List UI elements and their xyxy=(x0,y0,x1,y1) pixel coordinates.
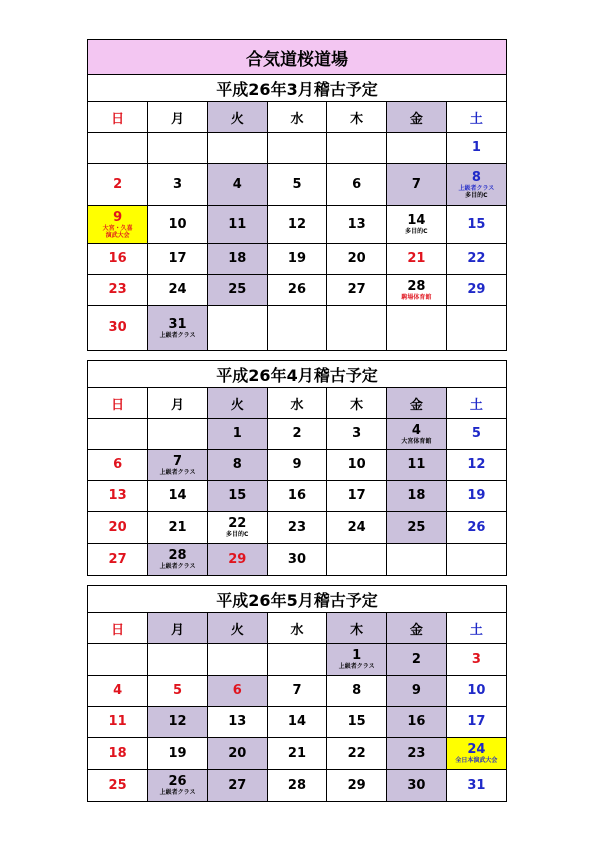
day-number: 18 xyxy=(228,251,247,266)
day-cell xyxy=(267,244,327,275)
weekday-header: 火 xyxy=(207,613,267,644)
day-number: 22 xyxy=(347,745,366,761)
day-cell xyxy=(267,206,327,244)
day-cell xyxy=(148,206,208,244)
day-cell xyxy=(148,707,208,738)
weekday-header: 金 xyxy=(387,102,447,133)
day-cell xyxy=(446,738,506,770)
weekday-header: 日 xyxy=(88,102,148,133)
day-cell xyxy=(88,707,148,738)
day-cell xyxy=(327,450,387,481)
event-note: 全日本演武大会 xyxy=(455,757,498,764)
day-cell xyxy=(267,450,327,481)
day-number: 11 xyxy=(108,714,127,729)
day-cell xyxy=(207,306,267,351)
day-number: 11 xyxy=(228,216,247,232)
month-spacer xyxy=(87,576,507,585)
event-note: 駒場体育館 xyxy=(401,293,432,301)
week-row xyxy=(88,306,506,351)
day-number: 16 xyxy=(407,714,426,729)
day-cell xyxy=(387,419,447,450)
day-number: 12 xyxy=(287,216,306,232)
day-number: 30 xyxy=(287,551,306,567)
day-number: 26 xyxy=(168,774,187,789)
day-number: 1 xyxy=(232,426,242,441)
day-cell xyxy=(387,481,447,512)
day-number: 17 xyxy=(347,488,366,503)
day-cell xyxy=(207,419,267,450)
week-row xyxy=(88,512,506,544)
day-cell xyxy=(446,512,506,544)
event-note: 大宮体育館 xyxy=(401,437,432,445)
day-cell xyxy=(327,164,387,206)
weekday-header: 土 xyxy=(446,102,506,133)
month-calendar xyxy=(87,585,507,802)
event-note: 上級者クラス xyxy=(159,331,196,339)
day-cell xyxy=(387,133,447,164)
day-cell xyxy=(88,450,148,481)
weekday-header-row xyxy=(88,613,506,644)
day-number: 25 xyxy=(108,777,127,793)
day-number: 12 xyxy=(467,457,486,472)
day-cell xyxy=(88,544,148,576)
day-number: 4 xyxy=(411,422,421,438)
day-number: 25 xyxy=(228,282,247,297)
weekday-header: 月 xyxy=(148,102,208,133)
day-cell xyxy=(148,644,208,676)
day-number: 10 xyxy=(168,216,187,232)
day-cell xyxy=(148,419,208,450)
day-cell xyxy=(446,164,506,206)
day-cell xyxy=(207,707,267,738)
day-cell xyxy=(446,450,506,481)
day-number: 16 xyxy=(108,251,127,266)
day-number: 27 xyxy=(108,551,127,567)
day-number: 29 xyxy=(467,282,486,297)
day-cell xyxy=(387,544,447,576)
weekday-header: 木 xyxy=(327,388,387,419)
day-number: 12 xyxy=(168,714,187,729)
weekday-header: 土 xyxy=(446,388,506,419)
day-cell xyxy=(88,644,148,676)
day-number: 20 xyxy=(108,519,127,535)
day-number: 5 xyxy=(173,683,183,698)
day-number: 25 xyxy=(407,519,426,535)
day-number: 19 xyxy=(287,251,306,266)
week-row xyxy=(88,544,506,576)
day-number: 24 xyxy=(467,742,486,757)
day-cell xyxy=(446,676,506,707)
day-number: 1 xyxy=(471,140,481,155)
day-cell xyxy=(446,419,506,450)
day-number: 21 xyxy=(287,745,306,761)
day-number: 22 xyxy=(228,516,247,531)
event-note: 上級者クラス xyxy=(458,184,495,192)
day-cell xyxy=(387,512,447,544)
day-number: 29 xyxy=(228,551,247,567)
day-number: 9 xyxy=(113,209,123,225)
day-number: 6 xyxy=(232,683,242,698)
weekday-header: 木 xyxy=(327,102,387,133)
weekday-header: 木 xyxy=(327,613,387,644)
day-number: 17 xyxy=(168,251,187,266)
weekday-header: 火 xyxy=(207,102,267,133)
day-cell xyxy=(327,676,387,707)
day-cell xyxy=(446,770,506,802)
day-number: 15 xyxy=(467,216,486,232)
day-cell xyxy=(148,512,208,544)
day-number: 9 xyxy=(411,683,421,698)
day-number: 2 xyxy=(292,426,302,441)
day-number: 7 xyxy=(292,683,302,698)
month-grid xyxy=(88,613,506,801)
day-cell xyxy=(327,512,387,544)
day-cell xyxy=(148,544,208,576)
day-cell xyxy=(327,133,387,164)
day-cell xyxy=(207,164,267,206)
day-cell xyxy=(148,770,208,802)
day-cell xyxy=(88,244,148,275)
day-cell xyxy=(148,481,208,512)
event-note: 多目的C xyxy=(465,191,488,199)
day-cell xyxy=(88,770,148,802)
day-cell xyxy=(327,306,387,351)
day-cell xyxy=(446,544,506,576)
day-number: 13 xyxy=(228,714,247,729)
month-grid xyxy=(88,102,506,350)
day-number: 30 xyxy=(407,777,426,793)
day-cell xyxy=(327,481,387,512)
day-cell xyxy=(148,738,208,770)
day-number: 7 xyxy=(173,453,183,469)
weekday-header: 月 xyxy=(148,613,208,644)
day-number: 27 xyxy=(228,777,247,793)
day-number: 2 xyxy=(113,176,123,192)
day-cell xyxy=(387,306,447,351)
day-cell xyxy=(387,275,447,306)
day-number: 3 xyxy=(471,651,481,667)
day-cell xyxy=(267,738,327,770)
weekday-header-row xyxy=(88,388,506,419)
day-cell xyxy=(148,164,208,206)
day-number: 5 xyxy=(471,426,481,441)
day-number: 27 xyxy=(347,282,366,297)
day-number: 9 xyxy=(292,457,302,472)
day-number: 4 xyxy=(113,683,123,698)
day-cell xyxy=(387,738,447,770)
event-note: 上級者クラス xyxy=(159,468,196,476)
day-number: 24 xyxy=(347,519,366,535)
month-calendar xyxy=(87,360,507,576)
day-cell xyxy=(327,419,387,450)
day-number: 19 xyxy=(467,488,486,503)
weekday-header: 水 xyxy=(267,102,327,133)
day-number: 14 xyxy=(168,488,187,503)
day-number: 17 xyxy=(467,714,486,729)
day-number: 11 xyxy=(407,457,426,472)
day-number: 23 xyxy=(407,745,426,761)
day-cell xyxy=(207,133,267,164)
day-number: 3 xyxy=(352,426,362,441)
day-number: 10 xyxy=(347,457,366,472)
day-cell xyxy=(387,164,447,206)
schedule-sheet xyxy=(87,39,507,802)
weekday-header: 水 xyxy=(267,613,327,644)
weekday-header: 月 xyxy=(148,388,208,419)
event-note: 上級者クラス xyxy=(338,663,375,670)
weekday-header: 土 xyxy=(446,613,506,644)
day-cell xyxy=(267,306,327,351)
day-number: 5 xyxy=(292,176,302,192)
day-cell xyxy=(327,275,387,306)
day-cell xyxy=(267,512,327,544)
event-note: 多目的C xyxy=(226,531,249,538)
day-number: 16 xyxy=(287,488,306,503)
day-cell xyxy=(387,450,447,481)
day-number: 18 xyxy=(108,745,127,761)
event-note: 上級者クラス xyxy=(159,563,196,570)
dojo-title: 合気道桜道場 xyxy=(87,39,507,75)
day-number: 23 xyxy=(287,519,306,535)
day-number: 4 xyxy=(232,176,242,192)
event-note: 上級者クラス xyxy=(159,789,196,796)
day-number: 6 xyxy=(352,176,362,192)
day-number: 31 xyxy=(467,777,486,793)
day-number: 15 xyxy=(228,488,247,503)
day-cell xyxy=(446,133,506,164)
day-cell xyxy=(207,676,267,707)
day-cell xyxy=(88,676,148,707)
week-row xyxy=(88,481,506,512)
event-note: 多目的C xyxy=(405,228,428,235)
day-cell xyxy=(88,306,148,351)
week-row xyxy=(88,419,506,450)
weekday-header: 金 xyxy=(387,388,447,419)
day-number: 23 xyxy=(108,282,127,297)
day-cell xyxy=(207,738,267,770)
weekday-header: 火 xyxy=(207,388,267,419)
day-cell xyxy=(148,244,208,275)
day-cell xyxy=(267,164,327,206)
day-number: 10 xyxy=(467,683,486,698)
event-note: 演武大会 xyxy=(105,231,130,239)
day-number: 24 xyxy=(168,282,187,297)
month-heading: 平成26年3月稽古予定 xyxy=(88,75,506,102)
weekday-header: 日 xyxy=(88,613,148,644)
day-cell xyxy=(267,544,327,576)
day-cell xyxy=(207,275,267,306)
day-cell xyxy=(327,738,387,770)
day-cell xyxy=(88,206,148,244)
month-calendar xyxy=(87,75,507,351)
week-row xyxy=(88,206,506,244)
week-row xyxy=(88,164,506,206)
day-number: 19 xyxy=(168,745,187,761)
day-cell xyxy=(327,206,387,244)
calendar-list xyxy=(87,75,507,802)
weekday-header-row xyxy=(88,102,506,133)
day-number: 14 xyxy=(407,213,426,228)
weekday-header: 水 xyxy=(267,388,327,419)
day-cell xyxy=(446,206,506,244)
day-number: 7 xyxy=(411,176,421,192)
weekday-header: 日 xyxy=(88,388,148,419)
day-number: 30 xyxy=(108,320,127,335)
day-number: 28 xyxy=(287,777,306,793)
day-cell xyxy=(387,770,447,802)
day-number: 20 xyxy=(347,251,366,266)
day-cell xyxy=(207,512,267,544)
day-number: 8 xyxy=(471,169,481,185)
week-row xyxy=(88,275,506,306)
week-row xyxy=(88,676,506,707)
day-number: 13 xyxy=(108,488,127,503)
day-number: 1 xyxy=(352,648,362,663)
day-number: 29 xyxy=(347,777,366,793)
day-number: 28 xyxy=(168,548,187,563)
day-cell xyxy=(327,244,387,275)
day-cell xyxy=(207,206,267,244)
day-cell xyxy=(446,244,506,275)
day-cell xyxy=(446,275,506,306)
week-row xyxy=(88,644,506,676)
day-cell xyxy=(387,676,447,707)
day-cell xyxy=(446,306,506,351)
day-number: 3 xyxy=(173,176,183,192)
day-cell xyxy=(267,676,327,707)
month-grid xyxy=(88,388,506,575)
week-row xyxy=(88,244,506,275)
day-cell xyxy=(148,275,208,306)
day-cell xyxy=(267,275,327,306)
month-spacer xyxy=(87,351,507,360)
weekday-header: 金 xyxy=(387,613,447,644)
event-note: 大宮・久喜 xyxy=(102,224,133,232)
week-row xyxy=(88,770,506,802)
week-row xyxy=(88,450,506,481)
month-heading: 平成26年4月稽古予定 xyxy=(88,361,506,388)
day-cell xyxy=(267,419,327,450)
day-cell xyxy=(207,770,267,802)
day-number: 28 xyxy=(407,278,426,294)
day-cell xyxy=(88,738,148,770)
day-cell xyxy=(267,133,327,164)
day-cell xyxy=(327,544,387,576)
day-cell xyxy=(267,644,327,676)
day-cell xyxy=(207,450,267,481)
day-cell xyxy=(327,770,387,802)
day-cell xyxy=(88,512,148,544)
day-cell xyxy=(327,644,387,676)
day-number: 31 xyxy=(168,316,187,332)
day-number: 6 xyxy=(113,457,123,472)
day-cell xyxy=(267,707,327,738)
day-number: 2 xyxy=(411,651,421,667)
day-cell xyxy=(88,133,148,164)
day-cell xyxy=(267,481,327,512)
day-cell xyxy=(327,707,387,738)
day-cell xyxy=(387,644,447,676)
day-cell xyxy=(148,306,208,351)
day-number: 18 xyxy=(407,488,426,503)
week-row xyxy=(88,738,506,770)
day-number: 26 xyxy=(467,519,486,535)
day-number: 21 xyxy=(168,519,187,535)
day-cell xyxy=(446,707,506,738)
day-cell xyxy=(207,544,267,576)
day-cell xyxy=(446,481,506,512)
day-cell xyxy=(88,275,148,306)
day-cell xyxy=(88,481,148,512)
day-cell xyxy=(267,770,327,802)
day-cell xyxy=(387,244,447,275)
day-number: 20 xyxy=(228,745,247,761)
day-cell xyxy=(207,644,267,676)
day-cell xyxy=(387,206,447,244)
day-number: 8 xyxy=(232,457,242,472)
day-number: 13 xyxy=(347,216,366,232)
day-number: 15 xyxy=(347,714,366,729)
day-number: 26 xyxy=(287,282,306,297)
day-number: 21 xyxy=(407,251,426,266)
day-number: 14 xyxy=(287,714,306,729)
week-row xyxy=(88,133,506,164)
day-cell xyxy=(207,244,267,275)
day-cell xyxy=(207,481,267,512)
day-cell xyxy=(148,450,208,481)
day-cell xyxy=(88,419,148,450)
month-heading: 平成26年5月稽古予定 xyxy=(88,586,506,613)
day-cell xyxy=(88,164,148,206)
day-number: 8 xyxy=(352,683,362,698)
week-row xyxy=(88,707,506,738)
day-cell xyxy=(148,133,208,164)
day-cell xyxy=(446,644,506,676)
day-cell xyxy=(387,707,447,738)
day-number: 22 xyxy=(467,251,486,266)
day-cell xyxy=(148,676,208,707)
